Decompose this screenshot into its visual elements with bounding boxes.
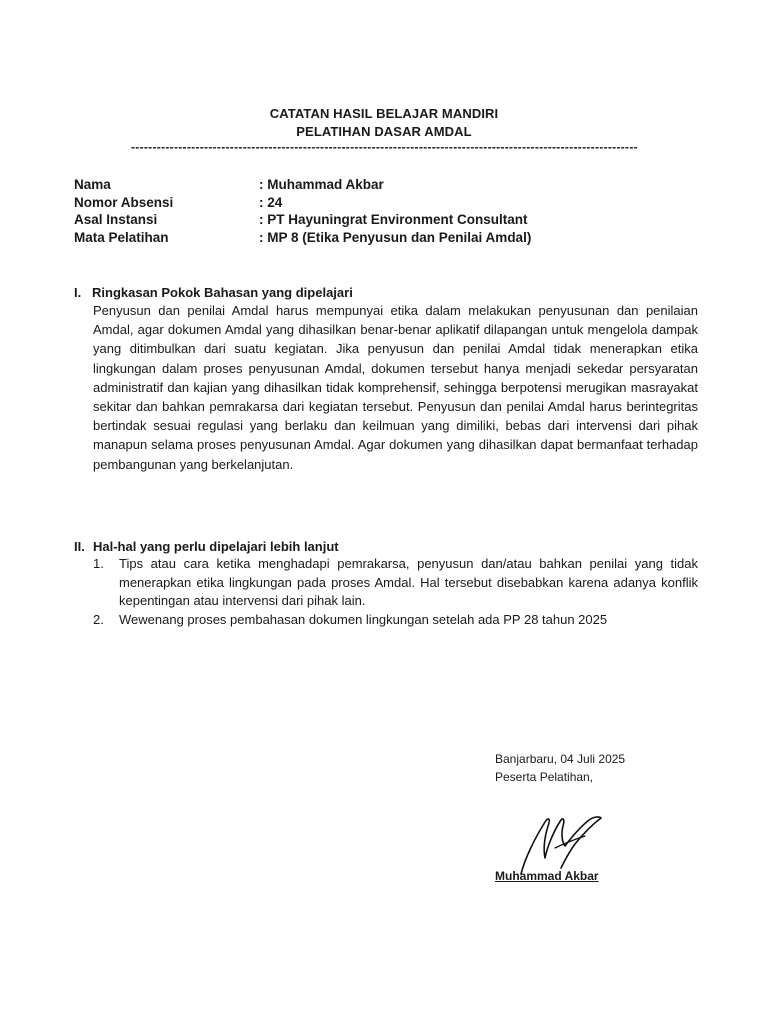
- document-subtitle: PELATIHAN DASAR AMDAL: [296, 124, 472, 139]
- section-title: Hal-hal yang perlu dipelajari lebih lanjut: [93, 539, 339, 554]
- section-title: Ringkasan Pokok Bahasan yang dipelajari: [92, 285, 353, 300]
- signature-block: [495, 750, 625, 786]
- info-value: : 24: [259, 194, 283, 210]
- signer-role: Peserta Pelatihan,: [495, 770, 594, 784]
- header-divider: ----------------------------------------------------------------------------------------------------------------------: [131, 140, 638, 154]
- info-value: : PT Hayuningrat Environment Consultant: [259, 212, 528, 227]
- info-label: Nama: [74, 177, 111, 192]
- section-2-heading: [74, 539, 339, 554]
- list-item: [93, 611, 698, 630]
- further-study-list: [93, 555, 698, 629]
- section-1-heading: [74, 285, 353, 300]
- info-label: Mata Pelatihan: [74, 229, 169, 245]
- info-row-institution: [74, 211, 531, 229]
- list-item-text: Tips atau cara ketika menghadapi pemrakarsa, penyusun dan/atau bahkan penilai yang tidak menerapkan etika lingkungan pada proses Amdal. Hal tersebut disebabkan karena adanya konflik kepentingan atau intervensi dari pihak lain.: [119, 556, 698, 608]
- info-value: : MP 8 (Etika Penyusun dan Penilai Amdal): [259, 229, 532, 245]
- section-number: II.: [74, 539, 85, 554]
- place-date: Banjarbaru, 04 Juli 2025: [495, 752, 626, 766]
- list-item-number: 1.: [93, 556, 104, 571]
- participant-info: [74, 176, 531, 246]
- info-value: : Muhammad Akbar: [259, 177, 384, 192]
- section-number: I.: [74, 285, 82, 300]
- list-item: [93, 555, 698, 611]
- info-label: Nomor Absensi: [74, 194, 174, 210]
- info-label: Asal Instansi: [74, 212, 158, 227]
- info-row-absence-number: [74, 194, 531, 212]
- list-item-text: Wewenang proses pembahasan dokumen lingkungan setelah ada PP 28 tahun 2025: [119, 611, 608, 627]
- list-item-number: 2.: [93, 611, 104, 627]
- info-row-name: [74, 176, 531, 194]
- signer-name: Muhammad Akbar: [495, 869, 599, 883]
- document-title: CATATAN HASIL BELAJAR MANDIRI: [269, 106, 499, 121]
- info-row-training-subject: [74, 229, 531, 247]
- section-1-summary: Penyusun dan penilai Amdal harus mempunyai etika dalam melakukan penyusunan dan penilaian Amdal, agar dokumen Amdal yang dihasilkan benar-benar aplikatif dilapangan untuk mengelola dampak yang ditimbulkan dari suatu kegiatan. Jika penyusun dan penilai Amdal tidak menerapkan etika lingkungan dalam proses penyusunan Amdal, dokumen tersebut hanya menjadi sekedar persyaratan administratif dan kajian yang dihasilkan tidak komprehensif, sehingga berpotensi merugikan masrayakat sekitar dan bahkan pemrakarsa dari kegiatan tersebut. Penyusun dan penilai Amdal harus berintegritas bertindak sesuai regulasi yang berlaku dan keilmuan yang dimiliki, bebas dari intervensi dari pihak manapun selama proses penyusunan Amdal. Agar dokumen yang dihasilkan dapat bermanfaat terhadap pembangunan yang berkelanjutan.: [93, 303, 698, 472]
